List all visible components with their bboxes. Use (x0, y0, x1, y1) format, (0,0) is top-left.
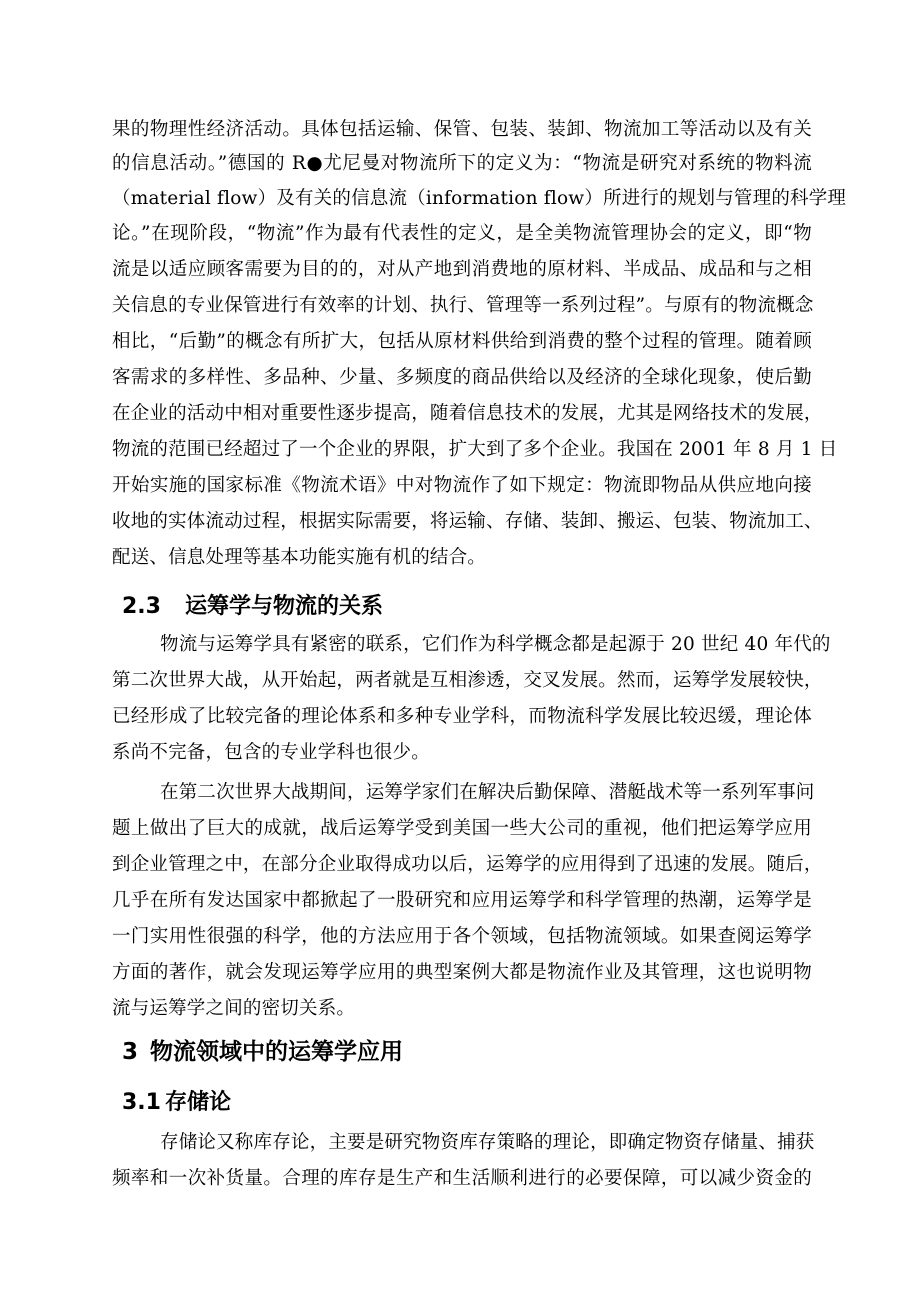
text-line: 关信息的专业保管进行有效率的计划、执行、管理等一系列过程”。与原有的物流概念 (112, 295, 814, 316)
text-line: 果的物理性经济活动。具体包括运输、保管、包装、装卸、物流加工等活动以及有关 (112, 119, 812, 140)
text-line: 的信息活动。”德国的 R●尤尼曼对物流所下的定义为：“物流是研究对系统的物料流 (112, 153, 812, 174)
text-line: 配送、信息处理等基本功能实施有机的结合。 (112, 547, 487, 568)
section-heading-3-1 (122, 1088, 231, 1118)
text-line: 流与运筹学之间的密切关系。 (112, 998, 356, 1019)
text-line: 第二次世界大战，从开始起，两者就是互相渗透，交叉发展。然而，运筹学发展较快， (112, 670, 823, 691)
text-line: 相比，“后勤”的概念有所扩大，包括从原材料供给到消费的整个过程的管理。随着顾 (112, 331, 812, 352)
section-number: 2.3 (122, 594, 161, 619)
text-line: 论。”在现阶段，“物流”作为最有代表性的定义，是全美物流管理协会的定义，即“物 (112, 223, 812, 244)
section-heading-3 (122, 1036, 403, 1068)
text-line: 几乎在所有发达国家中都掀起了一股研究和应用运筹学和科学管理的热潮，运筹学是 (112, 890, 812, 911)
text-line: 流是以适应顾客需要为目的的，对从产地到消费地的原材料、半成品、成品和与之相 (112, 259, 812, 280)
text-line: （material flow）及有关的信息流（information flow）所进行的规划与管理的科学理 (112, 188, 847, 209)
text-line: 开始实施的国家标准《物流术语》中对物流作了如下规定：物流即物品从供应地向接 (112, 475, 812, 496)
section-title: 运筹学与物流的关系 (184, 594, 383, 619)
text-line: 在企业的活动中相对重要性逐步提高，随着信息技术的发展，尤其是网络技术的发展， (112, 403, 823, 424)
text-line: 物流与运筹学具有紧密的联系，它们作为科学概念都是起源于 20 世纪 40 年代的 (160, 634, 831, 655)
text-line: 已经形成了比较完备的理论体系和多种专业学科，而物流科学发展比较迟缓，理论体 (112, 706, 812, 727)
section-title: 物流领域中的运筹学应用 (150, 1039, 404, 1065)
section-heading-2-3 (122, 592, 383, 622)
text-line: 方面的著作，就会发现运筹学应用的典型案例大都是物流作业及其管理，这也说明物 (112, 962, 812, 983)
text-line: 存储论又称库存论，主要是研究物资库存策略的理论，即确定物资存储量、捕获 (160, 1132, 815, 1153)
section-number: 3 (122, 1039, 139, 1065)
text-line: 到企业管理之中，在部分企业取得成功以后，运筹学的应用得到了迅速的发展。随后， (112, 854, 823, 875)
text-line: 一门实用性很强的科学，他的方法应用于各个领域，包括物流领域。如果查阅运筹学 (112, 926, 812, 947)
text-line: 频率和一次补货量。合理的库存是生产和生活顺利进行的必要保障，可以减少资金的 (112, 1168, 812, 1189)
text-line: 系尚不完备，包含的专业学科也很少。 (112, 742, 430, 763)
text-line: 客需求的多样性、多品种、少量、多频度的商品供给以及经济的全球化现象，使后勤 (112, 367, 812, 388)
text-line: 物流的范围已经超过了一个企业的界限，扩大到了多个企业。我国在 2001 年 8 月 1 日 (112, 439, 838, 460)
section-number: 3.1 (122, 1090, 161, 1115)
section-title: 存储论 (164, 1090, 231, 1115)
text-line: 题上做出了巨大的成就，战后运筹学受到美国一些大公司的重视，他们把运筹学应用 (112, 818, 812, 839)
text-line: 收地的实体流动过程，根据实际需要，将运输、存储、装卸、搬运、包装、物流加工、 (112, 511, 823, 532)
text-line: 在第二次世界大战期间，运筹学家们在解决后勤保障、潜艇战术等一系列军事问 (160, 782, 815, 803)
